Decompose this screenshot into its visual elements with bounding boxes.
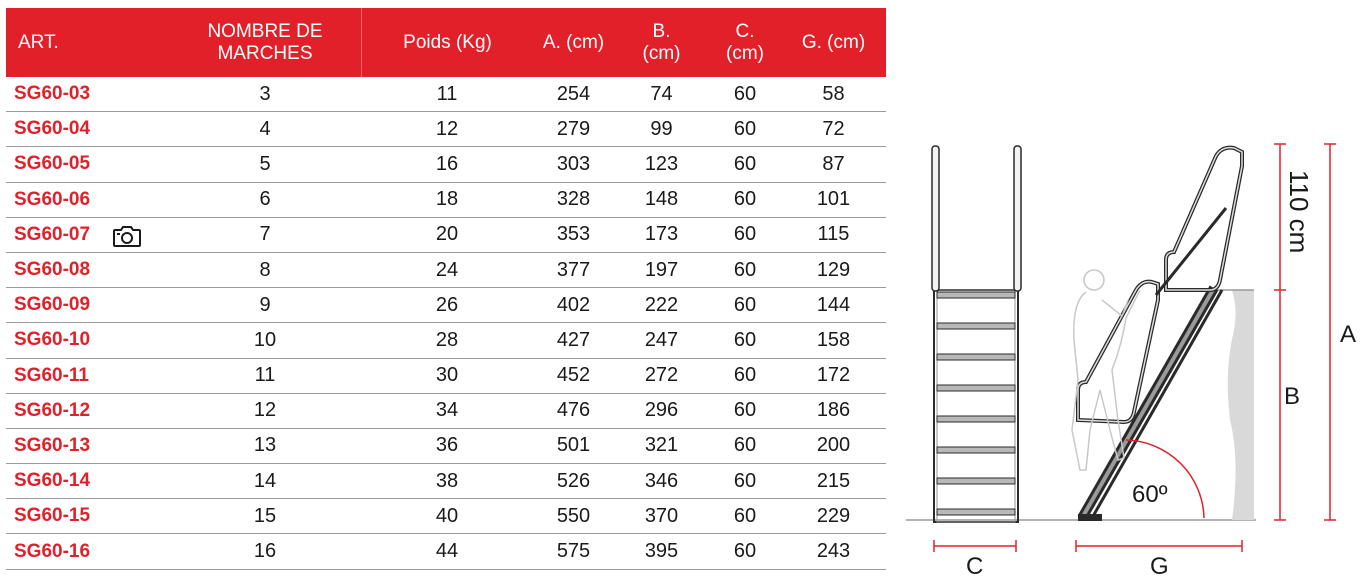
label-c: C [966, 553, 984, 580]
header-b: B. (cm) [614, 8, 709, 77]
cell-g: 215 [781, 464, 886, 499]
table-row [6, 253, 886, 288]
cell-c: 60 [709, 499, 781, 534]
cell-c: 60 [709, 77, 781, 112]
cell-c: 60 [709, 323, 781, 358]
camera-icon[interactable] [112, 224, 142, 248]
ladder-diagram [896, 130, 1366, 580]
header-c: C. (cm) [709, 8, 781, 77]
cell-b: 321 [614, 429, 709, 464]
cell-marches: 4 [169, 112, 361, 147]
label-angle: 60º [1132, 481, 1168, 508]
cell-c: 60 [709, 253, 781, 288]
side-view-ladder [1072, 148, 1242, 521]
cell-art: SG60-13 [6, 429, 169, 464]
table-row [6, 499, 886, 534]
table-header [6, 8, 886, 77]
cell-b: 272 [614, 359, 709, 394]
cell-art: SG60-11 [6, 359, 169, 394]
cell-art: SG60-16 [6, 534, 169, 569]
cell-poids: 40 [361, 499, 533, 534]
cell-a: 427 [533, 323, 614, 358]
table-row [6, 147, 886, 182]
cell-g: 129 [781, 253, 886, 288]
cell-b: 370 [614, 499, 709, 534]
cell-a: 501 [533, 429, 614, 464]
cell-marches: 5 [169, 147, 361, 182]
cell-a: 328 [533, 183, 614, 218]
cell-marches: 9 [169, 288, 361, 323]
cell-g: 200 [781, 429, 886, 464]
cell-marches: 15 [169, 499, 361, 534]
cell-marches: 6 [169, 183, 361, 218]
cell-c: 60 [709, 394, 781, 429]
cell-marches: 12 [169, 394, 361, 429]
table-row [6, 183, 886, 218]
cell-c: 60 [709, 429, 781, 464]
cell-poids: 38 [361, 464, 533, 499]
cell-poids: 24 [361, 253, 533, 288]
cell-marches: 3 [169, 77, 361, 112]
table-row [6, 429, 886, 464]
cell-c: 60 [709, 464, 781, 499]
cell-poids: 28 [361, 323, 533, 358]
cell-art: SG60-09 [6, 288, 169, 323]
cell-a: 254 [533, 77, 614, 112]
cell-marches: 16 [169, 534, 361, 569]
cell-a: 550 [533, 499, 614, 534]
cell-g: 144 [781, 288, 886, 323]
cell-a: 575 [533, 534, 614, 569]
cell-art: SG60-12 [6, 394, 169, 429]
cell-g: 101 [781, 183, 886, 218]
table-row [6, 288, 886, 323]
cell-b: 148 [614, 183, 709, 218]
cell-b: 99 [614, 112, 709, 147]
cell-c: 60 [709, 112, 781, 147]
cell-b: 296 [614, 394, 709, 429]
cell-a: 452 [533, 359, 614, 394]
table-row [6, 323, 886, 358]
cell-art: SG60-04 [6, 112, 169, 147]
table-row [6, 218, 886, 253]
cell-marches: 11 [169, 359, 361, 394]
cell-art: SG60-06 [6, 183, 169, 218]
cell-poids: 44 [361, 534, 533, 569]
cell-poids: 20 [361, 218, 533, 253]
header-g: G. (cm) [781, 8, 886, 77]
cell-a: 526 [533, 464, 614, 499]
cell-marches: 14 [169, 464, 361, 499]
cell-poids: 30 [361, 359, 533, 394]
table-row [6, 359, 886, 394]
cell-art: SG60-03 [6, 77, 169, 112]
cell-poids: 36 [361, 429, 533, 464]
header-poids: Poids (Kg) [361, 8, 533, 77]
cell-g: 243 [781, 534, 886, 569]
cell-g: 58 [781, 77, 886, 112]
cell-c: 60 [709, 288, 781, 323]
cell-c: 60 [709, 147, 781, 182]
cell-poids: 12 [361, 112, 533, 147]
cell-a: 402 [533, 288, 614, 323]
cell-b: 197 [614, 253, 709, 288]
label-g: G [1150, 553, 1169, 580]
cell-b: 346 [614, 464, 709, 499]
cell-b: 123 [614, 147, 709, 182]
label-b: B [1284, 383, 1301, 410]
cell-b: 173 [614, 218, 709, 253]
cell-poids: 26 [361, 288, 533, 323]
cell-art: SG60-05 [6, 147, 169, 182]
cell-a: 476 [533, 394, 614, 429]
cell-g: 115 [781, 218, 886, 253]
cell-g: 186 [781, 394, 886, 429]
cell-g: 172 [781, 359, 886, 394]
spec-table [6, 8, 886, 570]
cell-marches: 7 [169, 218, 361, 253]
cell-a: 377 [533, 253, 614, 288]
cell-art: SG60-14 [6, 464, 169, 499]
cell-marches: 13 [169, 429, 361, 464]
cell-b: 395 [614, 534, 709, 569]
table-row [6, 394, 886, 429]
cell-c: 60 [709, 534, 781, 569]
table-row [6, 464, 886, 499]
cell-c: 60 [709, 183, 781, 218]
cell-g: 229 [781, 499, 886, 534]
cell-art: SG60-10 [6, 323, 169, 358]
cell-art: SG60-15 [6, 499, 169, 534]
cell-marches: 8 [169, 253, 361, 288]
table-row [6, 534, 886, 569]
table-row [6, 112, 886, 147]
cell-c: 60 [709, 359, 781, 394]
cell-art: SG60-08 [6, 253, 169, 288]
cell-g: 72 [781, 112, 886, 147]
cell-c: 60 [709, 218, 781, 253]
label-a: A [1340, 321, 1357, 348]
cell-g: 87 [781, 147, 886, 182]
cell-a: 279 [533, 112, 614, 147]
cell-marches: 10 [169, 323, 361, 358]
cell-g: 158 [781, 323, 886, 358]
table-row [6, 77, 886, 112]
cell-a: 353 [533, 218, 614, 253]
cell-poids: 18 [361, 183, 533, 218]
header-a: A. (cm) [533, 8, 614, 77]
wall [1228, 290, 1254, 520]
label-110cm: 110 cm [1284, 170, 1314, 254]
cell-b: 222 [614, 288, 709, 323]
header-marches: NOMBRE DE MARCHES [169, 8, 361, 77]
header-art: ART. [6, 8, 169, 77]
front-view-ladder [929, 146, 1024, 522]
cell-art: SG60-07 [6, 218, 169, 253]
cell-poids: 11 [361, 77, 533, 112]
cell-b: 247 [614, 323, 709, 358]
cell-a: 303 [533, 147, 614, 182]
cell-poids: 16 [361, 147, 533, 182]
cell-poids: 34 [361, 394, 533, 429]
cell-b: 74 [614, 77, 709, 112]
